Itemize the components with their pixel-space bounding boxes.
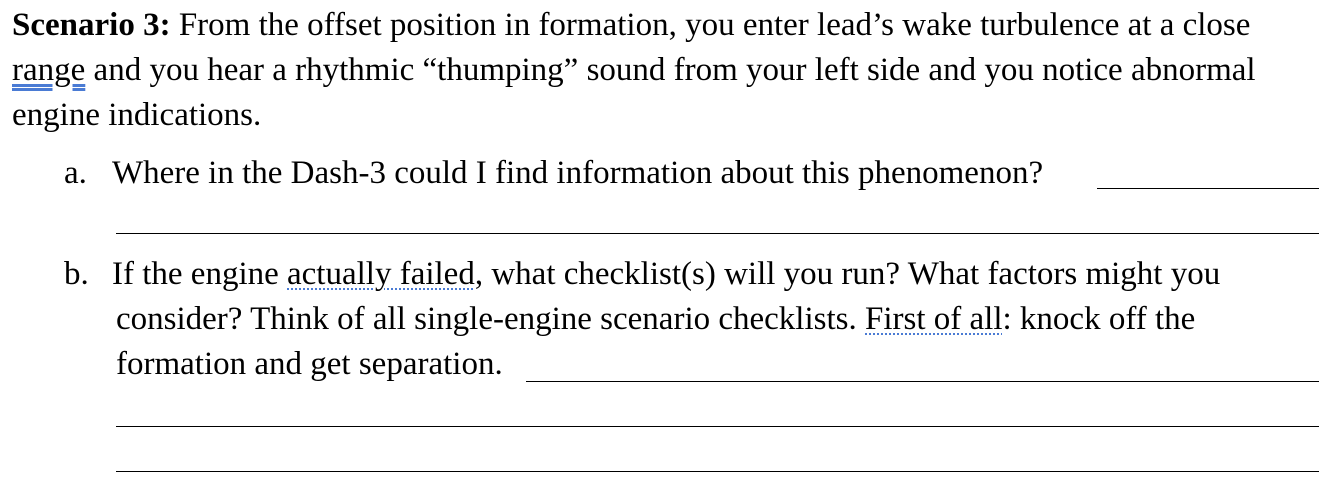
question-b-text-2a: consider? Think of all single-engine scenario checklists.	[116, 301, 865, 337]
answer-blank-a-1[interactable]	[1097, 188, 1319, 189]
question-a-text: Where in the Dash-3 could I find information about this phenomenon?	[112, 155, 1044, 191]
question-b-line-1	[112, 255, 1220, 293]
grammar-flag-range[interactable]: range	[12, 52, 86, 88]
question-b-line-2	[116, 300, 1195, 338]
answer-blank-b-2[interactable]	[116, 426, 1319, 427]
question-b-text-1a: If the engine	[112, 256, 288, 292]
scenario-text-1: From the offset position in formation, you enter lead’s wake turbulence at a close	[170, 7, 1251, 43]
scenario-text-3: engine indications.	[12, 97, 262, 133]
answer-blank-b-3[interactable]	[116, 471, 1319, 472]
question-b-marker: b.	[64, 256, 89, 292]
scenario-label: Scenario 3:	[12, 7, 171, 43]
question-a-marker: a.	[64, 155, 87, 191]
answer-blank-b-1[interactable]	[526, 381, 1319, 382]
scenario-line-3	[12, 96, 261, 134]
scenario-line-2	[12, 51, 1256, 89]
grammar-flag-first-of-all[interactable]: First of all	[865, 301, 1003, 337]
scenario-text-2: and you hear a rhythmic “thumping” sound from your left side and you notice abnormal	[85, 52, 1256, 88]
scenario-line-1	[12, 6, 1250, 44]
grammar-flag-actually-failed[interactable]: actually failed	[287, 256, 475, 292]
question-b-text-1b: , what checklist(s) will you run? What factors might you	[474, 256, 1221, 292]
question-b-line-3: formation and get separation.	[116, 346, 503, 382]
answer-blank-a-2[interactable]	[116, 233, 1319, 234]
question-b-text-2b: : knock off the	[1002, 301, 1196, 337]
